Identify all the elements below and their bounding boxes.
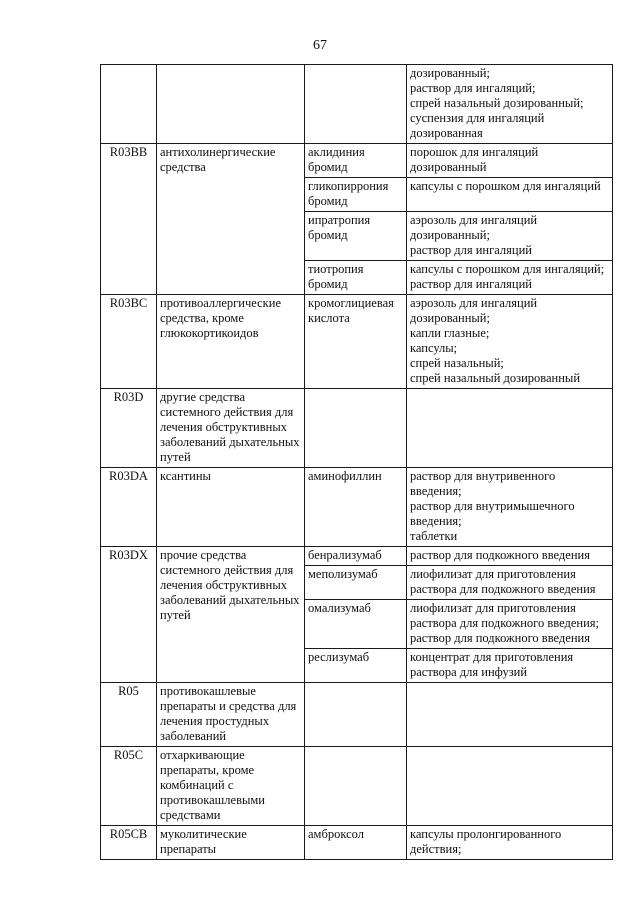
dosage-form-cell bbox=[407, 65, 613, 144]
atc-code-cell: R05CB bbox=[101, 826, 157, 860]
dosage-form-line: спрей назальный дозированный bbox=[410, 371, 581, 385]
substance-name-cell: меполизумаб bbox=[305, 566, 407, 600]
dosage-form-line: раствор для ингаляций; bbox=[410, 81, 536, 95]
dosage-form-line: капсулы с порошком для ингаляций bbox=[410, 179, 601, 193]
page-number: 67 bbox=[313, 38, 327, 53]
substance-name-cell: ипратропия бромид bbox=[305, 212, 407, 261]
dosage-form-cell bbox=[407, 468, 613, 547]
dosage-form-line: раствор для ингаляций bbox=[410, 277, 532, 291]
table-row bbox=[101, 389, 613, 468]
dosage-form-line: раствор для внутривенного введения; bbox=[410, 469, 556, 498]
dosage-form-line: лиофилизат для приготовления раствора для подкожного введения; bbox=[410, 601, 599, 630]
drug-classification-table bbox=[100, 64, 613, 860]
group-name-cell: ксантины bbox=[157, 468, 305, 547]
dosage-form-line: концентрат для приготовления раствора для инфузий bbox=[410, 650, 574, 679]
table-row bbox=[101, 826, 613, 860]
group-name-cell: отхаркивающие препараты, кроме комбинаций с противокашлевыми средствами bbox=[157, 747, 305, 826]
substance-name-cell bbox=[305, 747, 407, 826]
dosage-form-line: аэрозоль для ингаляций дозированный; bbox=[410, 213, 538, 242]
dosage-form-line: спрей назальный; bbox=[410, 356, 504, 370]
atc-code-cell: R03DA bbox=[101, 468, 157, 547]
atc-code-cell: R05 bbox=[101, 683, 157, 747]
dosage-form-line: аэрозоль для ингаляций дозированный; bbox=[410, 296, 538, 325]
group-name-cell: противоаллергические средства, кроме глюкокортикоидов bbox=[157, 295, 305, 389]
dosage-form-cell bbox=[407, 261, 613, 295]
group-name-cell: другие средства системного действия для лечения обструктивных заболеваний дыхательных путей bbox=[157, 389, 305, 468]
dosage-form-line: раствор для внутримышечного введения; bbox=[410, 499, 575, 528]
dosage-form-line: раствор для ингаляций bbox=[410, 243, 532, 257]
dosage-form-cell bbox=[407, 600, 613, 649]
table-row bbox=[101, 747, 613, 826]
dosage-form-line: таблетки bbox=[410, 529, 458, 543]
substance-name-cell bbox=[305, 65, 407, 144]
atc-code-cell: R03DX bbox=[101, 547, 157, 683]
substance-name-cell: гликопиррония бромид bbox=[305, 178, 407, 212]
table-row bbox=[101, 65, 613, 144]
substance-name-cell bbox=[305, 683, 407, 747]
dosage-form-cell bbox=[407, 212, 613, 261]
atc-code-cell: R03D bbox=[101, 389, 157, 468]
dosage-form-line: порошок для ингаляций дозированный bbox=[410, 145, 539, 174]
group-name-cell: прочие средства системного действия для лечения обструктивных заболеваний дыхательных путей bbox=[157, 547, 305, 683]
dosage-form-cell bbox=[407, 566, 613, 600]
dosage-form-cell bbox=[407, 178, 613, 212]
group-name-cell: противокашлевые препараты и средства для лечения простудных заболеваний bbox=[157, 683, 305, 747]
dosage-form-line: дозированный; bbox=[410, 66, 490, 80]
substance-name-cell: кромоглициевая кислота bbox=[305, 295, 407, 389]
group-name-cell: антихолинергические средства bbox=[157, 144, 305, 295]
group-name-cell bbox=[157, 65, 305, 144]
substance-name-cell: аклидиния бромид bbox=[305, 144, 407, 178]
table-row bbox=[101, 547, 613, 566]
table-row bbox=[101, 295, 613, 389]
atc-code-cell bbox=[101, 65, 157, 144]
dosage-form-cell bbox=[407, 295, 613, 389]
dosage-form-cell bbox=[407, 547, 613, 566]
atc-code-cell: R05C bbox=[101, 747, 157, 826]
dosage-form-line: капсулы пролонгированного действия; bbox=[410, 827, 562, 856]
substance-name-cell: реслизумаб bbox=[305, 649, 407, 683]
dosage-form-cell bbox=[407, 826, 613, 860]
group-name-cell: муколитические препараты bbox=[157, 826, 305, 860]
table-row bbox=[101, 144, 613, 178]
dosage-form-cell bbox=[407, 683, 613, 747]
substance-name-cell: амброксол bbox=[305, 826, 407, 860]
dosage-form-line: капсулы; bbox=[410, 341, 458, 355]
dosage-form-line: спрей назальный дозированный; bbox=[410, 96, 584, 110]
substance-name-cell: тиотропия бромид bbox=[305, 261, 407, 295]
dosage-form-line: раствор для подкожного введения bbox=[410, 548, 590, 562]
dosage-form-cell bbox=[407, 747, 613, 826]
dosage-form-cell bbox=[407, 144, 613, 178]
table-row bbox=[101, 683, 613, 747]
substance-name-cell: аминофиллин bbox=[305, 468, 407, 547]
atc-code-cell: R03BC bbox=[101, 295, 157, 389]
dosage-form-line: капсулы с порошком для ингаляций; bbox=[410, 262, 605, 276]
substance-name-cell: бенрализумаб bbox=[305, 547, 407, 566]
dosage-form-line: капли глазные; bbox=[410, 326, 490, 340]
substance-name-cell bbox=[305, 389, 407, 468]
dosage-form-cell bbox=[407, 649, 613, 683]
table-row bbox=[101, 468, 613, 547]
substance-name-cell: омализумаб bbox=[305, 600, 407, 649]
dosage-form-line: суспензия для ингаляций дозированная bbox=[410, 111, 545, 140]
table-body bbox=[101, 65, 613, 860]
atc-code-cell: R03BB bbox=[101, 144, 157, 295]
dosage-form-line: лиофилизат для приготовления раствора для подкожного введения bbox=[410, 567, 596, 596]
dosage-form-cell bbox=[407, 389, 613, 468]
dosage-form-line: раствор для подкожного введения bbox=[410, 631, 590, 645]
